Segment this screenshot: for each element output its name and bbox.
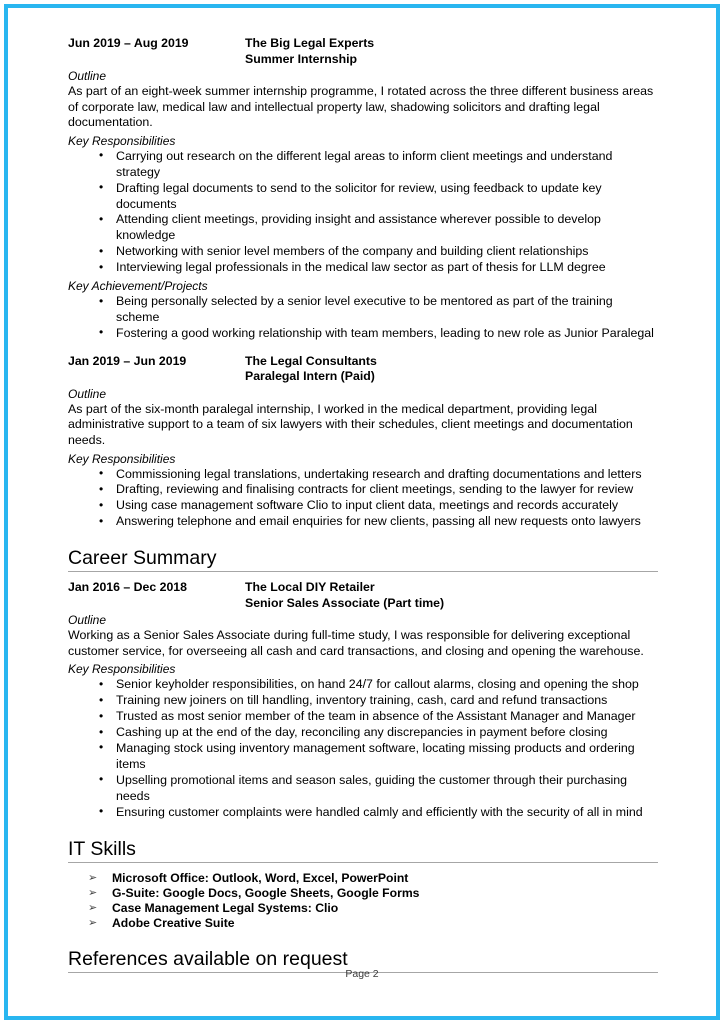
list-item: • Upselling promotional items and season sales, guiding the customer through their purchasing needs — [68, 773, 658, 805]
outline-label: Outline — [68, 386, 107, 401]
list-item: • Trusted as most senior member of the team in absence of the Assistant Manager and Manager — [68, 709, 658, 725]
outline-text: Working as a Senior Sales Associate during full-time study, I was responsible for delivering exceptional customer service, for overseeing all cash and card transactions, and closing and opening the warehouse. — [68, 628, 644, 658]
list-item: • Interviewing legal professionals in the medical law sector as part of thesis for LLM degree — [68, 260, 658, 276]
outline-label: Outline — [68, 613, 107, 628]
entry-role-block — [245, 36, 658, 67]
it-skills-list — [68, 871, 658, 932]
responsibilities-list — [68, 467, 658, 531]
responsibilities-list — [68, 677, 658, 820]
entry-role: Senior Sales Associate (Part time) — [245, 595, 445, 610]
entry-role: Summer Internship — [245, 51, 358, 66]
spacer — [68, 572, 658, 580]
responsibilities-label: Key Responsibilities — [68, 662, 176, 677]
entry-header — [68, 354, 658, 385]
outline-text: As part of an eight-week summer internship programme, I rotated across the three different business areas of corporate law, medical law and intellectual property law, shadowing solicitors and drafting legal documentation. — [68, 84, 654, 130]
responsibilities-label: Key Responsibilities — [68, 451, 176, 466]
spacer — [68, 342, 658, 354]
list-item: ➢ Adobe Creative Suite — [68, 916, 658, 931]
list-item: • Carrying out research on the different legal areas to inform client meetings and understand strategy — [68, 149, 658, 181]
list-item: • Networking with senior level members of the company and building client relationships — [68, 244, 658, 260]
list-item: • Being personally selected by a senior level executive to be mentored as part of the training scheme — [68, 294, 658, 326]
list-item: • Ensuring customer complaints were handled calmly and efficiently with the security of all in mind — [68, 805, 658, 821]
outline-label: Outline — [68, 69, 107, 83]
list-item: • Attending client meetings, providing insight and assistance wherever possible to develop knowledge — [68, 212, 658, 244]
spacer — [68, 863, 658, 871]
list-item: • Training new joiners on till handling, inventory training, cash, card and refund transactions — [68, 693, 658, 709]
list-item: ➢ Case Management Legal Systems: Clio — [68, 901, 658, 916]
career-summary-entry — [68, 580, 658, 820]
section-heading-it-skills: IT Skills — [68, 837, 658, 863]
entry-header — [68, 580, 658, 611]
list-item: • Managing stock using inventory management software, locating missing products and ordering items — [68, 741, 658, 773]
section-heading-references: References available on request — [68, 947, 658, 973]
responsibilities-label: Key Responsibilities — [68, 133, 176, 148]
list-item: • Commissioning legal translations, undertaking research and drafting documentations and letters — [68, 467, 658, 483]
list-item: • Fostering a good working relationship with team members, leading to new role as Junior Paralegal — [68, 326, 658, 342]
entry-company: The Legal Consultants — [245, 353, 377, 368]
spacer — [68, 821, 658, 837]
experience-entry — [68, 36, 658, 342]
entry-dates: Jan 2019 – Jun 2019 — [68, 353, 187, 368]
section-heading-career-summary: Career Summary — [68, 546, 658, 572]
list-item: • Drafting, reviewing and finalising contracts for client meetings, sending to the lawyer for review — [68, 482, 658, 498]
achievements-label: Key Achievement/Projects — [68, 279, 208, 294]
list-item: ➢ Microsoft Office: Outlook, Word, Excel, PowerPoint — [68, 871, 658, 886]
entry-role-block — [245, 580, 658, 611]
list-item: • Senior keyholder responsibilities, on hand 24/7 for callout alarms, closing and opening the shop — [68, 677, 658, 693]
list-item: • Answering telephone and email enquiries for new clients, passing all new requests onto lawyers — [68, 514, 658, 530]
page-footer: Page 2 — [345, 968, 379, 980]
list-item: • Cashing up at the end of the day, reconciling any discrepancies in payment before closing — [68, 725, 658, 741]
entry-company: The Local DIY Retailer — [245, 580, 375, 595]
list-item: • Drafting legal documents to send to the solicitor for review, using feedback to update key documents — [68, 181, 658, 213]
entry-header — [68, 36, 658, 67]
spacer — [68, 931, 658, 947]
spacer — [68, 530, 658, 546]
outline-text: As part of the six-month paralegal internship, I worked in the medical department, providing legal administrative support to a team of six lawyers with their schedules, client meetings and documentation needs. — [68, 401, 633, 447]
entry-dates: Jun 2019 – Aug 2019 — [68, 36, 189, 50]
entry-dates: Jan 2016 – Dec 2018 — [68, 580, 187, 595]
entry-company: The Big Legal Experts — [245, 36, 375, 50]
responsibilities-list — [68, 149, 658, 276]
list-item: • Using case management software Clio to input client data, meetings and records accurately — [68, 498, 658, 514]
experience-entry — [68, 354, 658, 530]
entry-role-block — [245, 354, 658, 385]
entry-role: Paralegal Intern (Paid) — [245, 369, 375, 384]
achievements-list — [68, 294, 658, 342]
document-content — [68, 36, 658, 973]
list-item: ➢ G-Suite: Google Docs, Google Sheets, Google Forms — [68, 886, 658, 901]
